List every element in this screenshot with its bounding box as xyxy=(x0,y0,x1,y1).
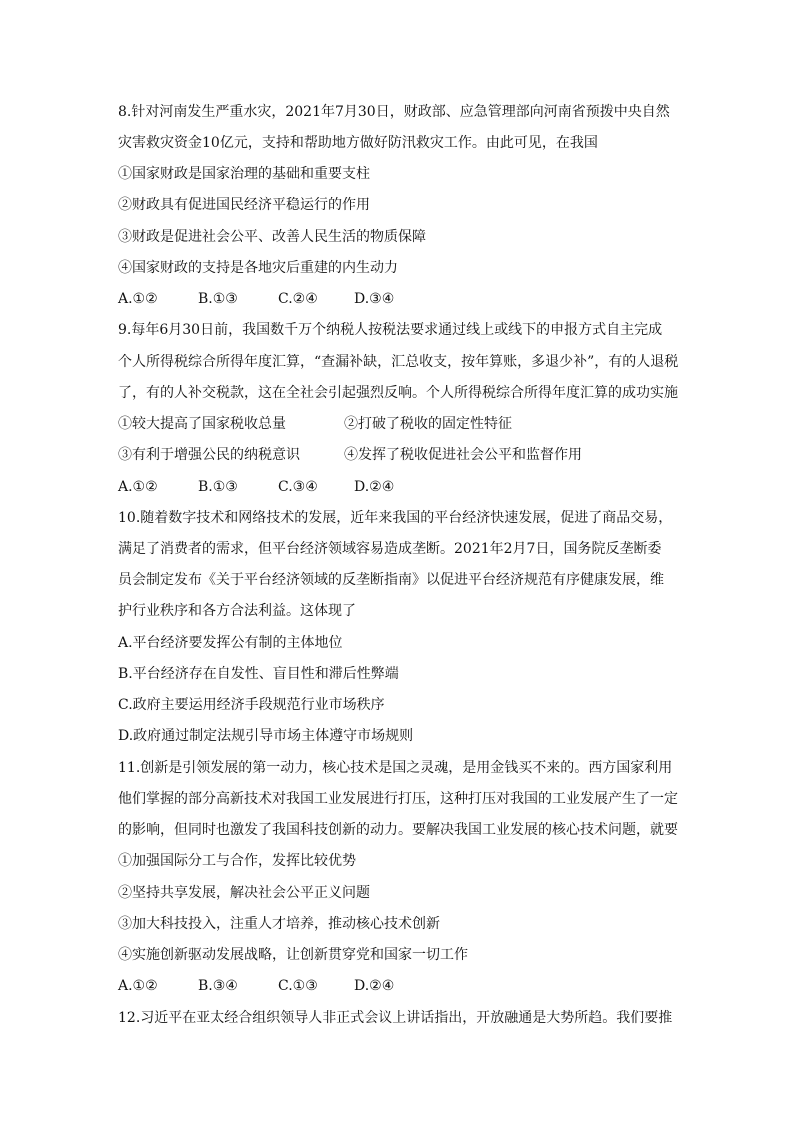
q9-item: ④发挥了税收促进社会公平和监督作用 xyxy=(344,447,582,463)
q11-option-a: A.①② xyxy=(118,978,158,994)
q11-option-c: C.①③ xyxy=(278,978,318,994)
q8-option-a: A.①② xyxy=(118,291,158,307)
q9-stem-line: 9.每年6月30日前，我国数千万个纳税人按税法要求通过线上或线下的申报方式自主完成 xyxy=(118,322,663,338)
q8-options xyxy=(118,290,394,308)
q9-items-row xyxy=(118,446,582,464)
q9-stem-line: 个人所得税综合所得年度汇算，“查漏补缺，汇总收支，按年算账，多退少补”，有的人退税 xyxy=(118,354,679,370)
q9-item: ②打破了税收的固定性特征 xyxy=(344,416,512,432)
q8-item: ④国家财政的支持是各地灾后重建的内生动力 xyxy=(118,260,398,276)
q8-option-d: D.③④ xyxy=(354,291,395,307)
q10-choice-d: D.政府通过制定法规引导市场主体遵守市场规则 xyxy=(118,728,414,744)
q10-stem-line: 满足了消费者的需求，但平台经济领域容易造成垄断。2021年2月7日，国务院反垄断委 xyxy=(118,541,662,557)
q10-stem-line: 10.随着数字技术和网络技术的发展，近年来我国的平台经济快速发展，促进了商品交易， xyxy=(118,510,673,526)
q9-items-row xyxy=(118,415,512,433)
q10-choice-b: B.平台经济存在自发性、盲目性和滞后性弊端 xyxy=(118,666,399,682)
q9-option-c: C.③④ xyxy=(278,479,318,495)
q8-item: ③财政是促进社会公平、改善人民生活的物质保障 xyxy=(118,229,426,245)
q11-stem-line: 11.创新是引领发展的第一动力，核心技术是国之灵魂，是用金钱买不来的。西方国家利用 xyxy=(118,760,673,776)
q11-stem-line: 他们掌握的部分高新技术对我国工业发展进行打压，这种打压对我国的工业发展产生了一定 xyxy=(118,791,678,807)
q8-option-b: B.①③ xyxy=(198,291,238,307)
q9-item: ①较大提高了国家税收总量 xyxy=(118,416,286,432)
q9-stem-line: 了，有的人补交税款，这在全社会引起强烈反响。个人所得税综合所得年度汇算的成功实施 xyxy=(118,385,678,401)
q11-option-d: D.②④ xyxy=(354,978,395,994)
q9-item: ③有利于增强公民的纳税意识 xyxy=(118,447,300,463)
q11-item: ②坚持共享发展，解决社会公平正义问题 xyxy=(118,885,370,901)
q11-item: ④实施创新驱动发展战略，让创新贯穿党和国家一切工作 xyxy=(118,947,468,963)
q8-stem-line: 灾害救灾资金10亿元，支持和帮助地方做好防汛救灾工作。由此可见，在我国 xyxy=(118,135,598,151)
q9-option-d: D.②④ xyxy=(354,479,395,495)
q11-stem-line: 的影响，但同时也激发了我国科技创新的动力。要解决我国工业发展的核心技术问题，就要 xyxy=(118,822,678,838)
q8-option-c: C.②④ xyxy=(278,291,318,307)
q9-option-a: A.①② xyxy=(118,479,158,495)
q10-stem-line: 护行业秩序和各方合法利益。这体现了 xyxy=(118,603,356,619)
q9-options xyxy=(118,478,394,496)
q11-options xyxy=(118,977,394,995)
q9-option-b: B.①③ xyxy=(198,479,238,495)
q11-item: ③加大科技投入，注重人才培养，推动核心技术创新 xyxy=(118,916,440,932)
q12-stem-line: 12.习近平在亚太经合组织领导人非正式会议上讲话指出，开放融通是大势所趋。我们要推 xyxy=(118,1010,673,1026)
q11-item: ①加强国际分工与合作，发挥比较优势 xyxy=(118,853,356,869)
q10-choice-c: C.政府主要运用经济手段规范行业市场秩序 xyxy=(118,697,385,713)
q8-stem-line: 8.针对河南发生严重水灾，2021年7月30日，财政部、应急管理部向河南省预拨中央自然 xyxy=(118,104,670,120)
q10-stem-line: 员会制定发布《关于平台经济领域的反垄断指南》以促进平台经济规范有序健康发展，维 xyxy=(118,572,664,588)
q11-option-b: B.③④ xyxy=(198,978,238,994)
q8-item: ①国家财政是国家治理的基础和重要支柱 xyxy=(118,166,370,182)
q8-item: ②财政具有促进国民经济平稳运行的作用 xyxy=(118,197,370,213)
q10-choice-a: A.平台经济要发挥公有制的主体地位 xyxy=(118,635,343,651)
